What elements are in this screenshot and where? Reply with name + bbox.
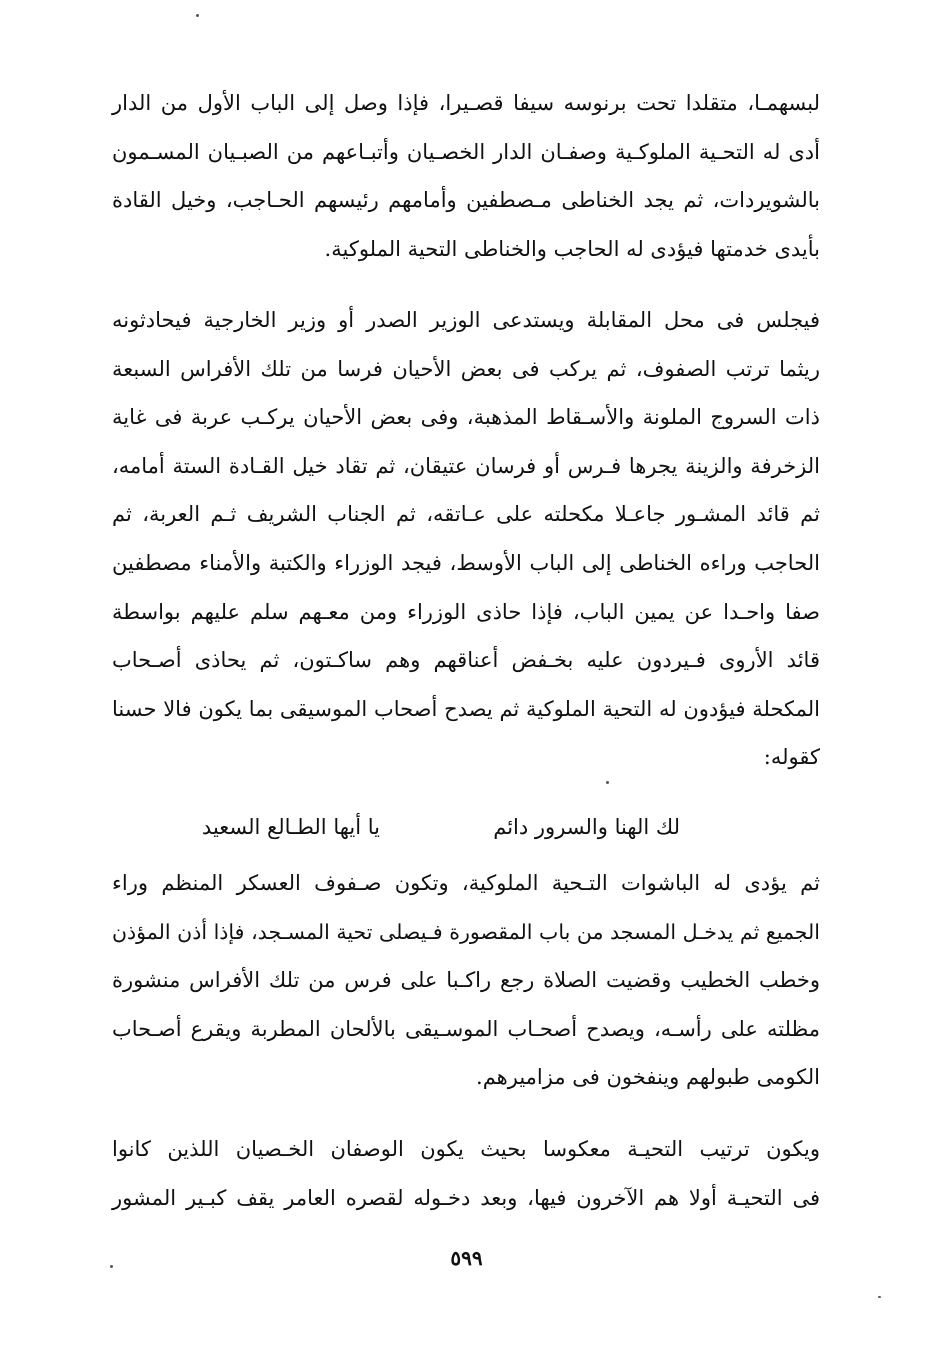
text-line: أدى له التحـية الملوكـية وصفـان الدار الخصـيان وأتبـاعهم من الصبـيان المسـمون (112, 139, 820, 164)
text-line: وخطب الخطيب وقضيت الصلاة رجع راكـبا على فرس من تلك الأفراس منشورة (112, 968, 820, 993)
text-line: صفا واحـدا عن يمين الباب، فإذا حاذى الوزراء ومن معـهم سلم عليهم بواسطة (112, 599, 820, 624)
text-line: الحاجب وراءه الخناطى إلى الباب الأوسط، فيجد الوزراء والكتبة والأمناء مصطفين (112, 550, 820, 575)
text-line: بالشويردات، ثم يجد الخناطى مـصطفين وأمامهم رئيسهم الحـاجب، وخيل القادة (112, 188, 820, 213)
paragraph-4 (112, 1125, 820, 1222)
text-line: لبسهمـا، متقلدا تحت برنوسه سيفا قصـيرا، فإذا وصل إلى الباب الأول من الدار (112, 91, 820, 115)
text-line: بأيدى خدمتها فيؤدى له الحاجب والخناطى التحية الملوكية. (324, 236, 820, 261)
text-line: المكحلة فيؤدون له التحية الملوكية ثم يصدح أصحاب الموسيقى بما يكون فالا حسنا (112, 696, 820, 721)
verse (112, 804, 820, 850)
paragraph-2 (112, 296, 820, 782)
text-line: كقوله: (763, 745, 820, 770)
text-line: الكومى طبولهم وينفخون فى مزاميرهم. (476, 1065, 820, 1090)
text-line: فيجلس فى محل المقابلة ويستدعى الوزير الصدر أو وزير الخارجية فيحادثونه (112, 308, 820, 332)
text-line: ذات السروج الملونة والأسـقاط المذهبة، وفى بعض الأحيان يركـب عربة فى غاية (112, 405, 820, 430)
text-line: ويكون ترتيب التحيـة معكوسا بحيث يكون الوصفان الخـصيان اللذين كانوا (112, 1137, 820, 1161)
text-line: ثم يؤدى له الباشوات التـحية الملوكية، وتكون صـفوف العسكر المنظم وراء (112, 871, 820, 895)
text-line: الجميع ثم يدخـل المسجد من باب المقصورة فـيصلى تحية المسـجد، فإذا أذن المؤذن (112, 919, 820, 944)
text-line: ثم قائد المشـور جاعـلا مكحلته على عـاتقه، ثم الجناب الشريف ثـم العربة، ثم (112, 502, 820, 527)
text-line: مظلته على رأسـه، ويصدح أصحـاب الموسـيقى بالألحان المطربة ويقرع أصـحاب (112, 1016, 820, 1041)
paragraph-3 (112, 859, 820, 1102)
text-line: ريثما ترتب الصفوف، ثم يركب فى بعض الأحيان فرسا من تلك الأفراس السبعة (112, 356, 820, 381)
text-line: فى التحيـة أولا هم الآخرون فيها، وبعد دخـوله لقصره العامر يقف كبـير المشور (112, 1185, 820, 1210)
verse-second-hemistich: يا أيها الطـالع السعيد (201, 815, 380, 839)
scan-speck (196, 14, 199, 17)
text-line: الزخرفة والزينة يجرها فـرس أو فرسان عتيقان، ثم تقاد خيل القـادة الستة أمامه، (112, 453, 820, 478)
scan-speck (110, 1265, 113, 1268)
scan-speck (606, 781, 609, 784)
text-line: قائد الأروى فـيردون عليه بخـفض أعناقهم وهم ساكـتون، ثم يحاذى أصـحاب (112, 648, 820, 673)
paragraph-1 (112, 79, 820, 273)
page-number: ٥٩٩ (450, 1246, 483, 1270)
verse-first-hemistich: لك الهنا والسرور دائم (493, 815, 680, 839)
scan-speck (878, 1296, 881, 1298)
